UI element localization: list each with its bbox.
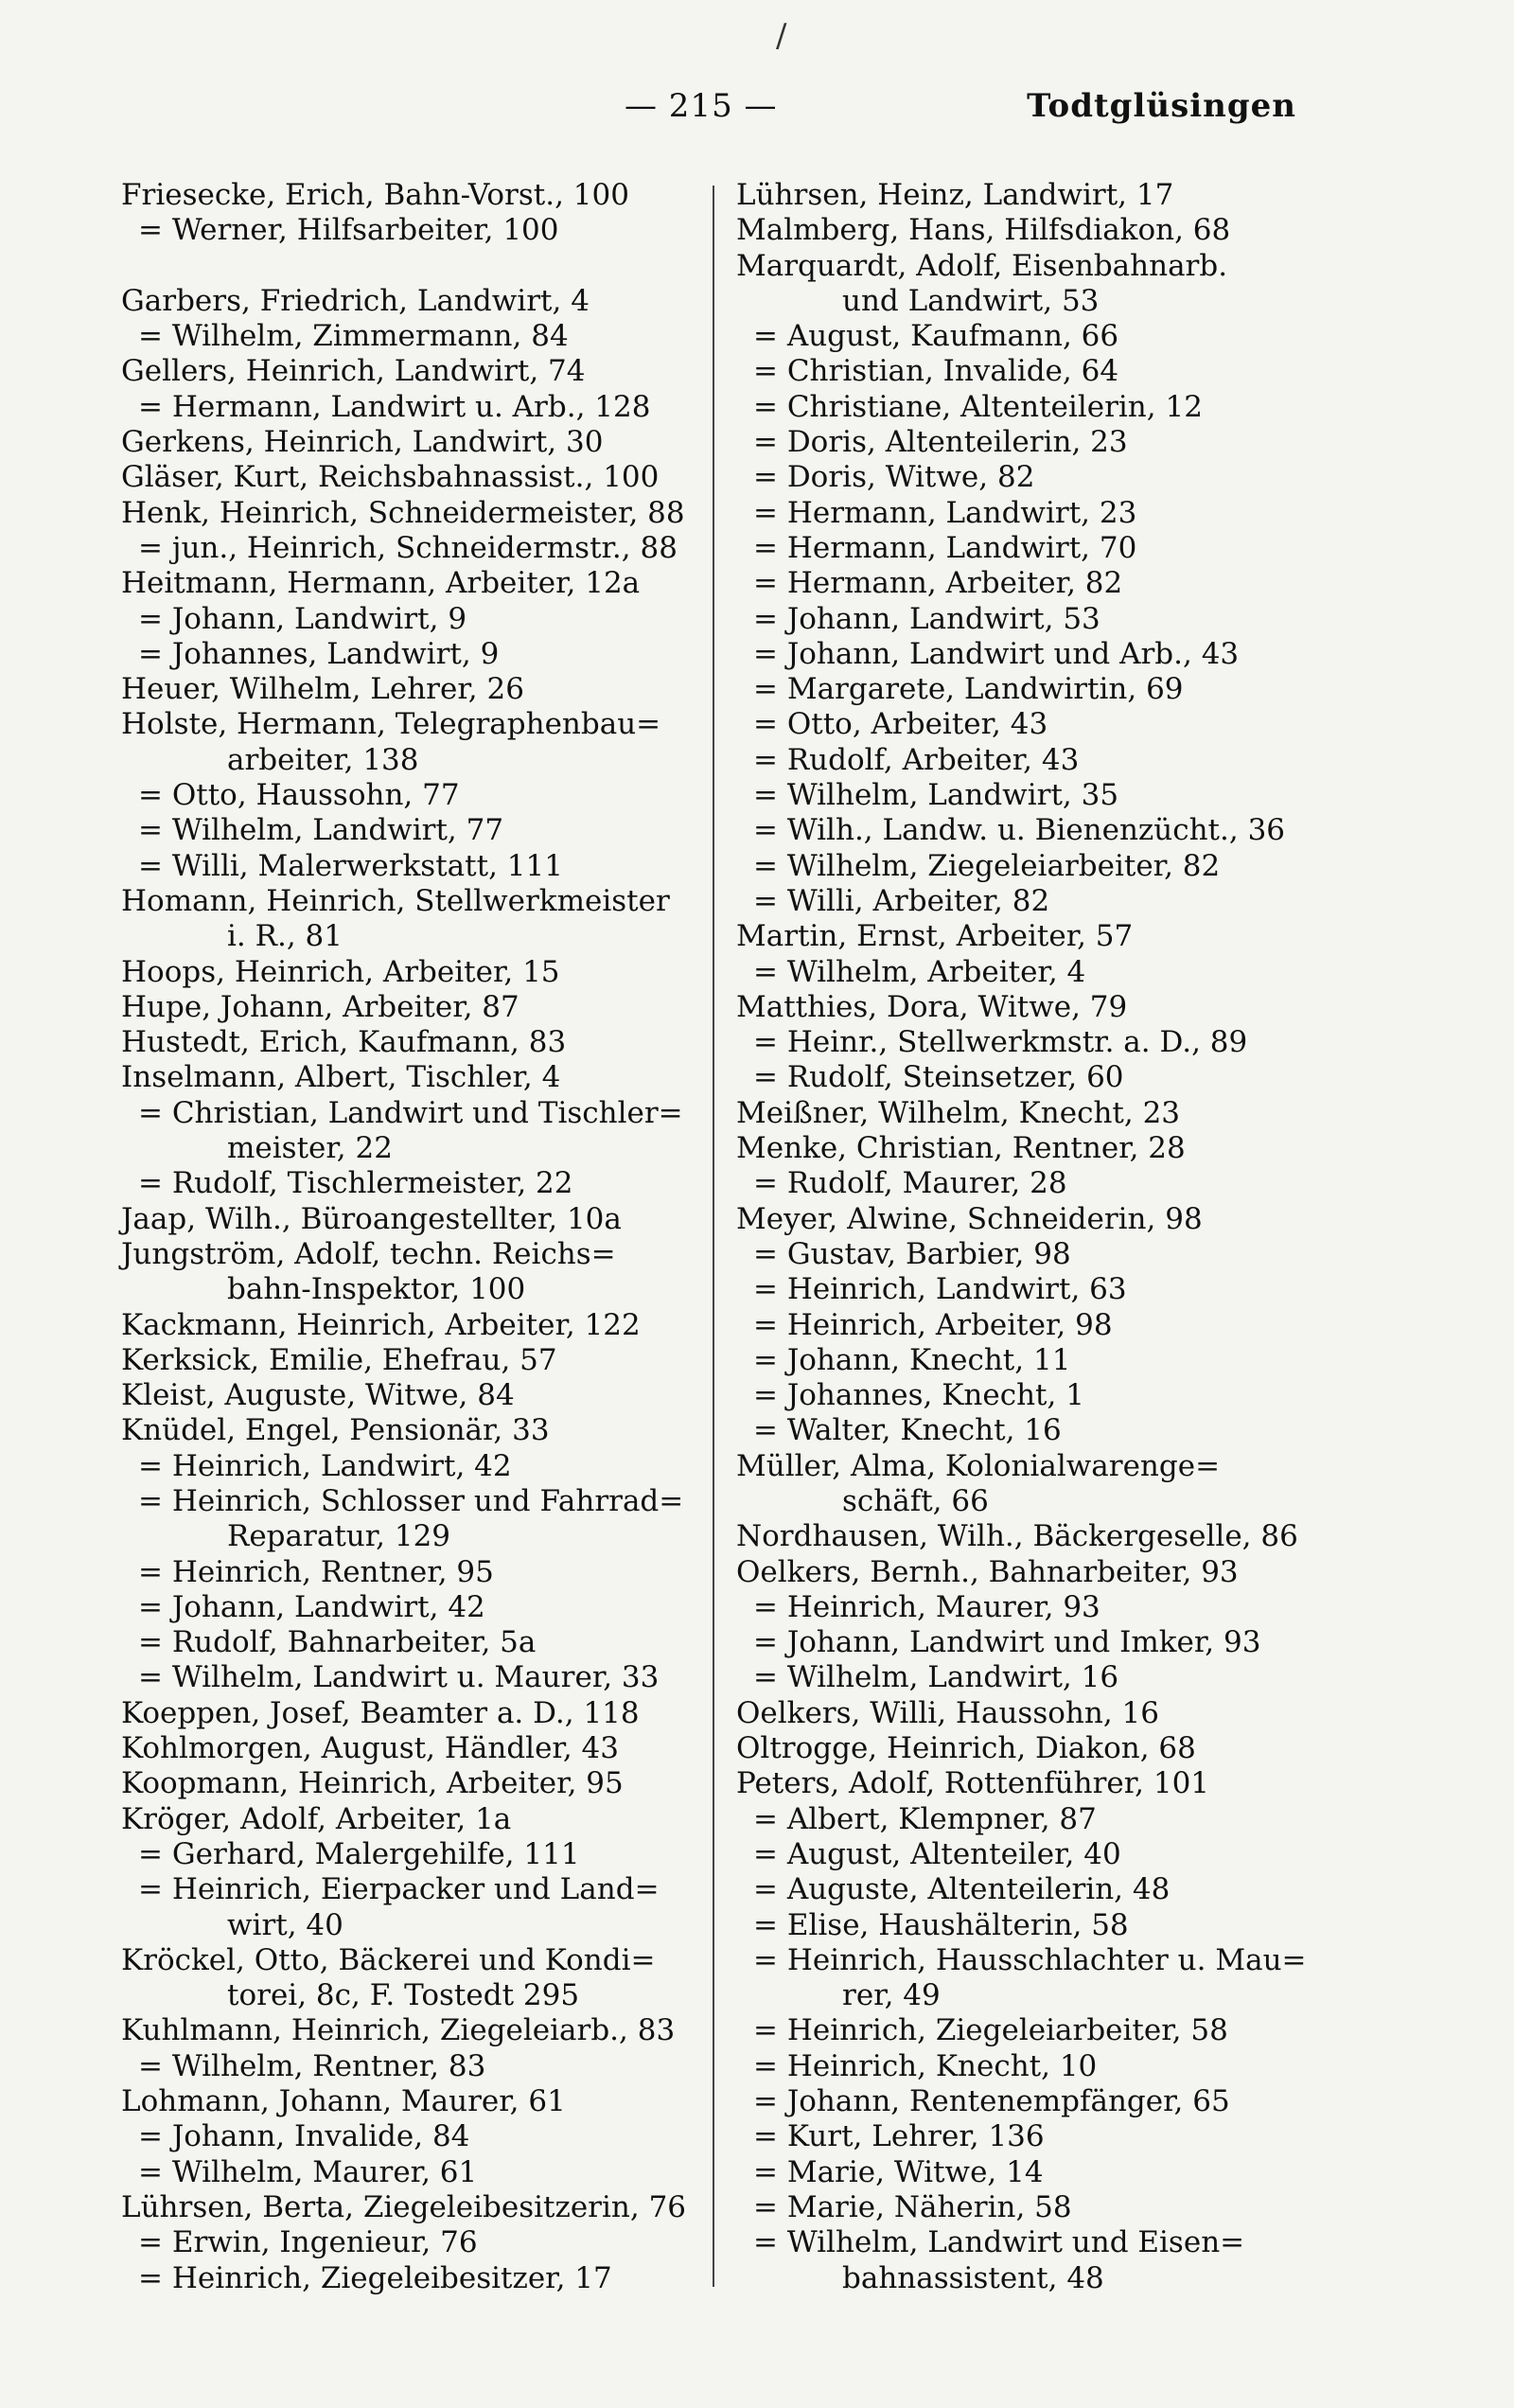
sub-entry: = Marie, Witwe, 14 — [753, 2154, 1044, 2189]
right-column — [736, 178, 1307, 2296]
sub-entry: = Christiane, Altenteilerin, 12 — [753, 389, 1203, 424]
sub-entry: = Heinrich, Knecht, 10 — [753, 2048, 1098, 2083]
directory-entry: Kackmann, Heinrich, Arbeiter, 122 — [121, 1307, 641, 1342]
sub-entry: = Wilhelm, Landwirt und Eisen= — [753, 2225, 1245, 2260]
sub-entry: = Wilhelm, Ziegeleiarbeiter, 82 — [753, 848, 1221, 883]
sub-entry: = Wilhelm, Landwirt, 16 — [753, 1660, 1119, 1695]
sub-entry: = Rudolf, Maurer, 28 — [753, 1166, 1067, 1201]
sub-entry: = Heinrich, Ziegeleiarbeiter, 58 — [753, 2013, 1228, 2048]
sub-entry: = Heinrich, Rentner, 95 — [138, 1554, 494, 1589]
entry-continuation: bahnassistent, 48 — [842, 2260, 1104, 2295]
sub-entry: = Wilhelm, Arbeiter, 4 — [753, 954, 1086, 989]
directory-entry: Henk, Heinrich, Schneidermeister, 88 — [121, 495, 685, 530]
directory-entry: Oelkers, Bernh., Bahnarbeiter, 93 — [736, 1554, 1239, 1589]
sub-entry: = Johannes, Knecht, 1 — [753, 1378, 1084, 1413]
sub-entry: = Heinrich, Eierpacker und Land= — [138, 1872, 660, 1907]
sub-entry: = Johann, Invalide, 84 — [138, 2119, 470, 2154]
directory-entry: Garbers, Friedrich, Landwirt, 4 — [121, 283, 590, 318]
sub-entry: = Wilhelm, Zimmermann, 84 — [138, 319, 569, 354]
sub-entry: = Wilhelm, Landwirt, 35 — [753, 778, 1119, 813]
directory-entry: Friesecke, Erich, Bahn-Vorst., 100 — [121, 178, 629, 212]
sub-entry: = Otto, Arbeiter, 43 — [753, 707, 1048, 742]
entry-continuation: i. R., 81 — [227, 919, 343, 954]
sub-entry: = Heinrich, Hausschlachter u. Mau= — [753, 1942, 1307, 1977]
directory-entry: Marquardt, Adolf, Eisenbahnarb. — [736, 248, 1228, 283]
sub-entry: = Otto, Haussohn, 77 — [138, 778, 460, 813]
sub-entry: = Hermann, Landwirt, 23 — [753, 495, 1137, 530]
place-name: Todtglüsingen — [1027, 87, 1296, 125]
directory-entry: Kleist, Auguste, Witwe, 84 — [121, 1378, 515, 1413]
sub-entry: = Gustav, Barbier, 98 — [753, 1236, 1071, 1271]
directory-entry: Müller, Alma, Kolonialwarenge= — [736, 1448, 1221, 1483]
entry-continuation: rer, 49 — [842, 1978, 941, 2013]
sub-entry: = Rudolf, Steinsetzer, 60 — [753, 1060, 1124, 1095]
directory-entry: Gellers, Heinrich, Landwirt, 74 — [121, 354, 586, 389]
entry-continuation: und Landwirt, 53 — [842, 283, 1100, 318]
page-header — [0, 87, 1514, 134]
directory-entry: Koeppen, Josef, Beamter a. D., 118 — [121, 1695, 640, 1730]
directory-entry: Malmberg, Hans, Hilfsdiakon, 68 — [736, 213, 1231, 248]
directory-entry: Koopmann, Heinrich, Arbeiter, 95 — [121, 1766, 624, 1801]
sub-entry: = Johann, Knecht, 11 — [753, 1342, 1071, 1377]
sub-entry: = Kurt, Lehrer, 136 — [753, 2119, 1045, 2154]
sub-entry: = Heinrich, Arbeiter, 98 — [753, 1307, 1113, 1342]
sub-entry: = Johann, Landwirt und Imker, 93 — [753, 1625, 1261, 1660]
directory-entry: Meyer, Alwine, Schneiderin, 98 — [736, 1201, 1203, 1236]
sub-entry: = Christian, Invalide, 64 — [753, 354, 1119, 389]
sub-entry: = Johann, Landwirt und Arb., 43 — [753, 636, 1240, 671]
sub-entry: = Margarete, Landwirtin, 69 — [753, 672, 1184, 707]
sub-entry: = Heinr., Stellwerkmstr. a. D., 89 — [753, 1025, 1248, 1060]
sub-entry: = Johannes, Landwirt, 9 — [138, 636, 500, 671]
sub-entry: = Hermann, Landwirt u. Arb., 128 — [138, 389, 651, 424]
sub-entry: = Heinrich, Landwirt, 63 — [753, 1272, 1127, 1307]
sub-entry: = Doris, Altenteilerin, 23 — [753, 425, 1128, 460]
sub-entry: = Johann, Rentenempfänger, 65 — [753, 2084, 1230, 2119]
sub-entry: = Heinrich, Schlosser und Fahrrad= — [138, 1483, 684, 1518]
directory-entry: Kohlmorgen, August, Händler, 43 — [121, 1731, 620, 1766]
directory-entry: Jaap, Wilh., Büroangestellter, 10a — [121, 1201, 622, 1236]
directory-entry: Heuer, Wilhelm, Lehrer, 26 — [121, 672, 524, 707]
sub-entry: = Johann, Landwirt, 9 — [138, 601, 467, 636]
sub-entry: = Werner, Hilfsarbeiter, 100 — [138, 213, 559, 248]
entry-continuation: schäft, 66 — [842, 1483, 989, 1518]
sub-entry: = Wilhelm, Rentner, 83 — [138, 2048, 486, 2083]
entry-continuation: bahn-Inspektor, 100 — [227, 1272, 526, 1307]
directory-entry: Matthies, Dora, Witwe, 79 — [736, 989, 1128, 1024]
sub-entry: = Hermann, Arbeiter, 82 — [753, 566, 1123, 601]
directory-entry: Gerkens, Heinrich, Landwirt, 30 — [121, 425, 604, 460]
directory-entry: Oelkers, Willi, Haussohn, 16 — [736, 1695, 1159, 1730]
directory-entry: Oltrogge, Heinrich, Diakon, 68 — [736, 1731, 1196, 1766]
stray-mark: / — [776, 17, 787, 55]
entry-continuation: arbeiter, 138 — [227, 742, 419, 777]
entry-continuation: Reparatur, 129 — [227, 1519, 451, 1554]
sub-entry: = Rudolf, Tischlermeister, 22 — [138, 1166, 573, 1201]
entry-continuation: meister, 22 — [227, 1131, 393, 1166]
sub-entry: = Heinrich, Landwirt, 42 — [138, 1448, 512, 1483]
sub-entry: = Johann, Landwirt, 53 — [753, 601, 1100, 636]
sub-entry: = Marie, Näherin, 58 — [753, 2189, 1072, 2224]
sub-entry: = Gerhard, Malergehilfe, 111 — [138, 1836, 580, 1871]
directory-entry: Heitmann, Hermann, Arbeiter, 12a — [121, 566, 641, 601]
sub-entry: = Hermann, Landwirt, 70 — [753, 530, 1137, 565]
directory-entry: Kröger, Adolf, Arbeiter, 1a — [121, 1801, 512, 1836]
directory-entry: Knüdel, Engel, Pensionär, 33 — [121, 1413, 550, 1448]
directory-entry: Hupe, Johann, Arbeiter, 87 — [121, 989, 519, 1024]
sub-entry: = Erwin, Ingenieur, 76 — [138, 2225, 478, 2260]
directory-entry: Menke, Christian, Rentner, 28 — [736, 1131, 1186, 1166]
directory-entry: Kröckel, Otto, Bäckerei und Kondi= — [121, 1942, 656, 1977]
sub-entry: = August, Kaufmann, 66 — [753, 319, 1119, 354]
sub-entry: = Wilhelm, Landwirt u. Maurer, 33 — [138, 1660, 660, 1695]
directory-entry: Nordhausen, Wilh., Bäckergeselle, 86 — [736, 1519, 1298, 1554]
directory-entry: Meißner, Wilhelm, Knecht, 23 — [736, 1095, 1181, 1130]
sub-entry: = Elise, Haushälterin, 58 — [753, 1907, 1129, 1942]
entry-gap — [121, 249, 698, 284]
entry-continuation: wirt, 40 — [227, 1907, 343, 1942]
sub-entry: = Wilhelm, Maurer, 61 — [138, 2154, 478, 2189]
sub-entry: = Rudolf, Bahnarbeiter, 5a — [138, 1625, 537, 1660]
sub-entry: = Rudolf, Arbeiter, 43 — [753, 742, 1080, 777]
sub-entry: = Wilh., Landw. u. Bienenzücht., 36 — [753, 813, 1286, 848]
sub-entry: = Wilhelm, Landwirt, 77 — [138, 813, 504, 848]
directory-entry: Jungström, Adolf, techn. Reichs= — [121, 1236, 616, 1271]
sub-entry: = Heinrich, Ziegeleibesitzer, 17 — [138, 2260, 612, 2295]
sub-entry: = Auguste, Altenteilerin, 48 — [753, 1872, 1171, 1907]
entry-continuation: torei, 8c, F. Tostedt 295 — [227, 1978, 580, 2013]
directory-entry: Kerksick, Emilie, Ehefrau, 57 — [121, 1342, 557, 1377]
directory-entry: Martin, Ernst, Arbeiter, 57 — [736, 919, 1134, 954]
directory-entry: Lohmann, Johann, Maurer, 61 — [121, 2084, 566, 2119]
directory-entry: Homann, Heinrich, Stellwerkmeister — [121, 883, 670, 918]
directory-entry: Kuhlmann, Heinrich, Ziegeleiarb., 83 — [121, 2013, 676, 2048]
sub-entry: = Albert, Klempner, 87 — [753, 1801, 1097, 1836]
sub-entry: = Johann, Landwirt, 42 — [138, 1589, 485, 1624]
page-number: — 215 — — [625, 87, 778, 125]
sub-entry: = Willi, Malerwerkstatt, 111 — [138, 848, 563, 883]
sub-entry: = Willi, Arbeiter, 82 — [753, 883, 1050, 918]
left-column — [121, 178, 698, 2296]
sub-entry: = August, Altenteiler, 40 — [753, 1836, 1121, 1871]
directory-entry: Lührsen, Heinz, Landwirt, 17 — [736, 178, 1174, 212]
directory-entry: Holste, Hermann, Telegraphenbau= — [121, 707, 661, 742]
directory-entry: Inselmann, Albert, Tischler, 4 — [121, 1060, 561, 1095]
sub-entry: = Doris, Witwe, 82 — [753, 460, 1035, 495]
sub-entry: = Heinrich, Maurer, 93 — [753, 1589, 1100, 1624]
directory-entry: Peters, Adolf, Rottenführer, 101 — [736, 1766, 1210, 1801]
sub-entry: = Walter, Knecht, 16 — [753, 1413, 1062, 1448]
sub-entry: = Christian, Landwirt und Tischler= — [138, 1095, 683, 1130]
directory-entry: Gläser, Kurt, Reichsbahnassist., 100 — [121, 460, 660, 495]
column-divider — [713, 186, 714, 2287]
sub-entry: = jun., Heinrich, Schneidermstr., 88 — [138, 530, 678, 565]
directory-entry: Hustedt, Erich, Kaufmann, 83 — [121, 1025, 567, 1060]
directory-entry: Hoops, Heinrich, Arbeiter, 15 — [121, 954, 560, 989]
directory-entry: Lührsen, Berta, Ziegeleibesitzerin, 76 — [121, 2189, 687, 2224]
